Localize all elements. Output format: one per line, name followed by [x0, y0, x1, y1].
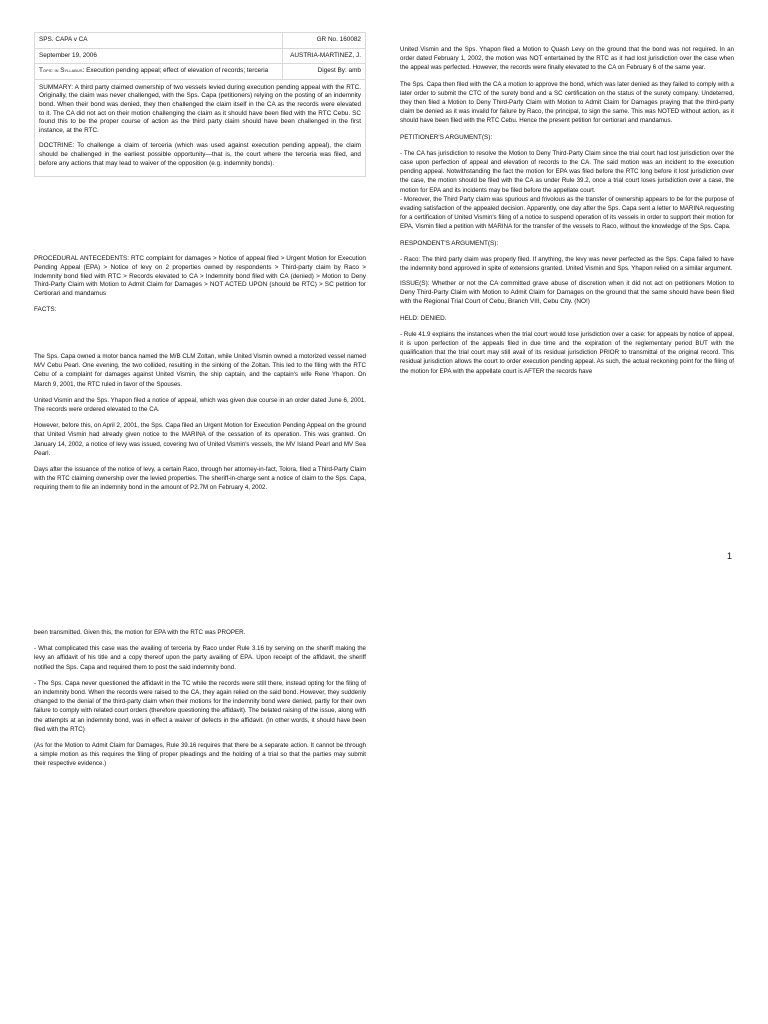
facts-paragraph: Days after the issuance of the notice of levy, a certain Raco, through her attorney-in-fact, Tolora, filed a Third-Party Claim with the RTC claiming ownership over the levied properties. The sheriff-in-charge sent a notice of claim to the Sps. Capa, requiring them to file an indemnity bond in the amount of P2.7M on February 4, 2002.: [34, 466, 366, 492]
held-text: HELD: DENIED.: [400, 314, 447, 322]
page-number: 1: [727, 551, 733, 561]
ruling-paragraph: (As for the Motion to Admit Claim for Damages, Rule 39.16 requires that there be a separate action. It cannot be through a simple motion as this requires the filing of proper pleadings and the holding of a trial so that the parties may submit their respective evidence.): [34, 742, 366, 768]
respondent-heading: RESPONDENT'S ARGUMENT(S):: [400, 239, 499, 247]
respondent-argument: - Raco: The third party claim was properly filed. If anything, the levy was never perfected as the Sps. Capa failed to have the indemnity bond approved in spite of extensions granted. United Vismin and Sps. Yhapon relied on a similar argument.: [400, 255, 734, 273]
decision-date: September 19, 2006: [35, 48, 283, 64]
procedural-text: PROCEDURAL ANTECEDENTS: RTC complaint for damages > Notice of appeal filed > Urgent Motion for Execution Pending Appeal (EPA) > Notice of levy on 2 properties owned by respondents > Third-party claim by Raco > Indemnity bond filed with RTC > Records elevated to CA > Indemnity bond filed with CA (denied) > Motion to Deny Third-Party Claim with Motion to Admit Claim for Damages > NOT ACTED UPON (should be RTC) > SC petition for Certiorari and mandamus: [34, 255, 366, 298]
facts-paragraph: However, before this, on April 2, 2001, the Sps. Capa filed an Urgent Motion for Execution Pending Appeal on the ground that United Vismin had already given notice to the MARINA of the cessation of its operation. This was granted. On January 14, 2002, a notice of levy was issued, covering two of United Vismin's vessels, the MV Island Pearl and MV Sea Pearl.: [34, 422, 366, 457]
ruling-continued: been transmitted. Given this, the motion for EPA with the RTC was PROPER.: [34, 629, 246, 636]
procedural-antecedents: [34, 255, 366, 322]
petitioner-heading: PETITIONER'S ARGUMENT(S):: [400, 133, 493, 141]
petitioner-argument: - Moreover, the Third Party claim was spurious and frivolous as the transfer of ownership appears to be for the purpose of evading satisfaction of the appealed decision. Apparently, one day after the Sps. Capa sent a letter to MARINA requesting for a certification of United Vismin's filing of a notice to suspend operation of its vessels in order to support their motion for EPA, Vismin filed a petition with MARINA for the transfer of the vessels to Raco, without the knowledge of the Sps. Capa.: [400, 195, 734, 231]
facts-column: [34, 352, 366, 500]
page2-column: [34, 628, 366, 776]
summary-box: [34, 80, 366, 177]
ponente: AUSTRIA-MARTINEZ, J.: [282, 48, 365, 64]
summary-text: SUMMARY: A third party claimed ownership of two vessels levied during execution pending appeal with the RTC. Originally, the claim was never challenged, with the Sps. Capa (petitioners) relying on the posting of an indemnity bond. When their bond was denied, they then challenged the claim itself in the CA as the records were elevated to it. The CA did not act on their motion challenging the claim as it should have been filed with the RTC Cebu. SC found this to be the proper course of action as the third party claim should have been challenged in the first instance, at the RTC.: [39, 83, 361, 134]
topic-cell: [35, 64, 283, 80]
digest-by: Digest By: amb: [282, 64, 365, 80]
topic-text: Execution pending appeal; effect of elevation of records; terceria: [86, 67, 269, 75]
ruling-text: - Rule 41.9 explains the instances when the trial court would lose jurisdiction over a case: for appeals by notice of appeal, it is upon perfection of the appeals filed in due time and the expiration of the reglementary period BUT with the qualification that the trial court may still avail of its residual jurisdiction PRIOR to transmittal of the original record. This residual jurisdiction allows the court to order execution pending appeal. As such, the actual reckoning point for the filing of the motion for EPA with the appellate court is AFTER the records have: [400, 330, 734, 375]
facts-paragraph: United Vismin and the Sps. Yhapon filed a notice of appeal, which was given due course in an order dated June 6, 2001. The records were ordered elevated to the CA.: [34, 396, 366, 414]
case-digest-header: [34, 32, 366, 177]
case-title: SPS. CAPA v CA: [35, 33, 283, 49]
facts-continued: United Vismin and the Sps. Yhapon filed a Motion to Quash Levy on the ground that the bond was not required. In an order dated February 1, 2002, the motion was NOT entertained by the RTC as it had lost jurisdiction over the case when the appeal was perfected. However, the records were finally elevated to the CA on February 6 of the same year.: [400, 46, 734, 72]
ruling-paragraph: - The Sps. Capa never questioned the affidavit in the TC while the records were still there, instead opting for the filing of an indemnity bond. When the records were raised to the CA, they again relied on the said bond. However, they suddenly changed to the denial of the third-party claim when their motions for the indemnity bond were denied, partly for their own failure to comply with related court orders (therefore questioning the affidavit). The belated raising of the issue, along with the attempts at an indemnity bond, was in effect a waiver of defects in the affidavit. (In other words, it should have been filed with the RTC): [34, 679, 366, 733]
case-meta-table: [34, 32, 366, 80]
facts-paragraph: The Sps. Capa owned a motor banca named the M/B CLM Zoltan, while United Vismin owned a motorized vessel named M/V Cebu Pearl. One evening, the two collided, resulting in the sinking of the Zoltan. This led to the filing with the RTC Cebu of a complaint for damages against United Vismin, the ship captain, and the captain's wife Rene Yhapon. On March 9, 2001, the RTC ruled in favor of the Spouses.: [34, 353, 366, 388]
issue-text: ISSUE(S): Whether or not the CA committed grave abuse of discretion when it did not act on petitioners Motion to Deny Third-Party Claim with Motion to Admit Claim for Damages on the ground that the same should have been filed with the Regional Trial Court of Cebu, Branch VIII, Cebu City. (NO!): [400, 280, 734, 305]
ruling-paragraph: - What complicated this case was the availing of terceria by Raco under Rule 3.16 by serving on the sheriff making the levy an affidavit of his title and a copy thereof upon the party availing of EPA. Upon receipt of the affidavit, the sheriff notified the Sps. Capa and required them to post the said indemnity bond.: [34, 645, 366, 671]
facts-heading: FACTS:: [34, 305, 57, 313]
petitioner-argument: - The CA has jurisdiction to resolve the Motion to Deny Third-Party Claim since the trial court had lost jurisdiction over the case upon perfection of appeal and elevation of records to the CA. The said motion was an incident to the execution pending appeal. Notwithstanding the fact the motion for EPA was filed before the RTC long before it lost jurisdiction over the case, the motion should be filed with the CA as under Rule 39.2, once a trial court loses jurisdiction over a case, the motion for EPA and its incidents may be filed before the appellate court.: [400, 149, 734, 194]
topic-label: Topic in Syllabus:: [39, 67, 85, 75]
facts-continued: The Sps. Capa then filed with the CA a motion to approve the bond, which was later denied as they failed to comply with a later order to submit the CTC of the surety bond and a SC certification on the status of the surety company. Undeterred, they then filed a Motion to Deny Third-Party Claim with Motion to Admit Claim for Damages praying that the third-party claim be denied as it was invalid for failure by Raco, the principal, to sign the same. This was NOTED without action, as it should have been filed with the RTC Cebu. Hence the present petition for certiorari and mandamus.: [400, 80, 734, 125]
right-column: [400, 45, 734, 383]
gr-number: GR No. 160082: [282, 33, 365, 49]
doctrine-text: DOCTRINE: To challenge a claim of terceria (which was used against execution pending appeal), the claim should be challenged in the earliest possible opportunity—that is, the court where the terceria was filed, and before any actions that may lead to waiver of the opposition (e.g. indemnity bonds).: [39, 142, 361, 167]
